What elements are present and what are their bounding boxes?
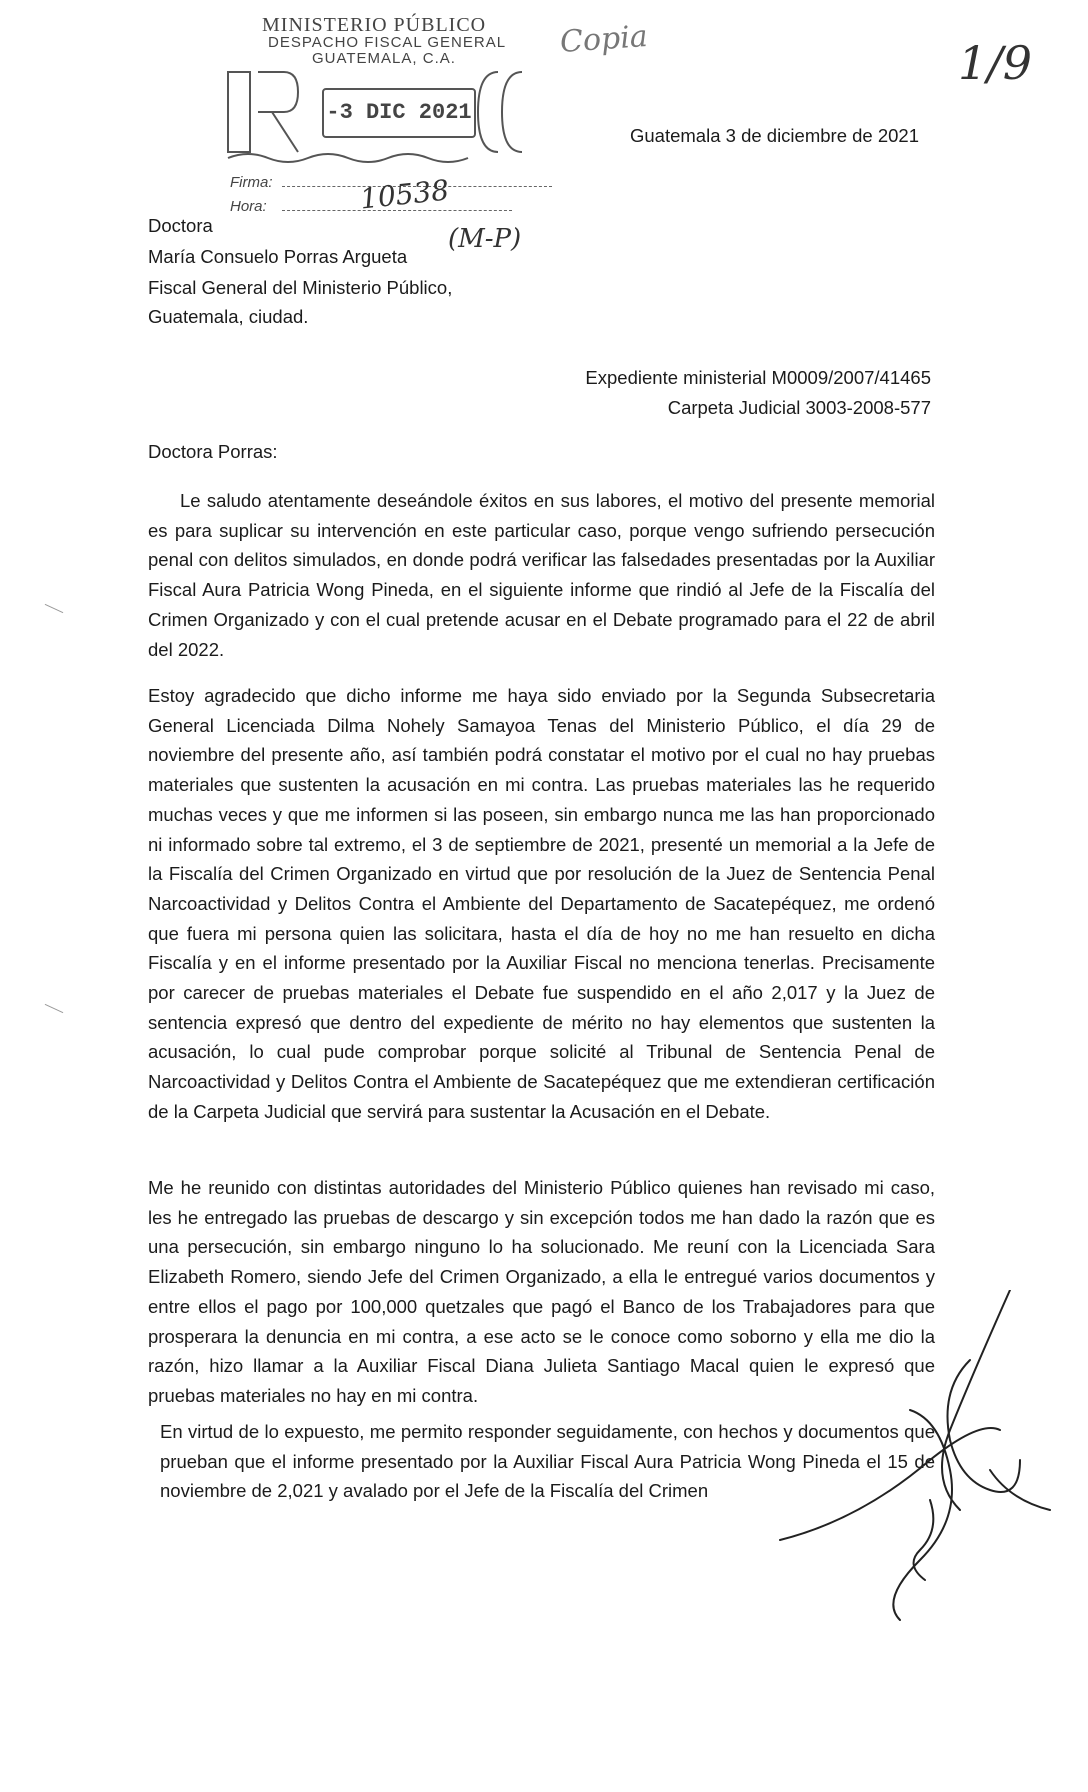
recipient-position: Fiscal General del Ministerio Público,: [148, 277, 453, 298]
stamp-hora-label: Hora:: [230, 198, 267, 215]
stamp-line-3: GUATEMALA, C.A.: [312, 50, 456, 67]
stamp-date: -3 DIC 2021: [322, 88, 476, 138]
handwritten-initials: (M-P): [448, 224, 522, 254]
reference-expediente: Expediente ministerial M0009/2007/41465: [585, 367, 931, 388]
letter-date: Guatemala 3 de diciembre de 2021: [630, 125, 919, 146]
stamp-line-1: MINISTERIO PÚBLICO: [262, 14, 487, 36]
margin-mark: [45, 1004, 64, 1013]
paragraph-4: En virtud de lo expuesto, me permito responder seguidamente, con hechos y documentos que prueban que el informe presentado por la Auxiliar Fiscal Aura Patricia Wong Pineda el 15 de noviembre de 2,021 y avalado por el Jefe de la Fiscalía del Crimen: [160, 1421, 935, 1502]
handwritten-copy-mark: Copia: [558, 18, 649, 61]
handwritten-page-number: 1/9: [958, 36, 1033, 90]
recipient-name: María Consuelo Porras Argueta: [148, 246, 408, 267]
paragraph-3: Me he reunido con distintas autoridades del Ministerio Público quienes han revisado mi caso, les he entregado las pruebas de descargo y sin excepción todos me han dado la razón que es una persecución, sin embargo ninguno lo ha solucionado. Me reuní con la Licenciada Sara Elizabeth Romero, siendo Jefe del Crimen Organizado, a ella le entregué varios documentos y entre ellos el pago por 100,000 quetzales que pagó el Banco de los Trabajadores para que prosperara la denuncia en mi contra, a ese acto se le conoce como soborno y ella me dio la razón, hizo llamar a la Auxiliar Fiscal Diana Julieta Santiago Macal quien le expresó que pruebas materiales no hay en mi contra.: [148, 1177, 935, 1406]
stamp-line-2: DESPACHO FISCAL GENERAL: [268, 34, 507, 51]
salutation: Doctora Porras:: [148, 441, 278, 462]
margin-mark: [45, 604, 64, 613]
reference-carpeta: Carpeta Judicial 3003-2008-577: [667, 397, 931, 418]
recipient-title: Doctora: [148, 215, 213, 236]
paragraph-2: Estoy agradecido que dicho informe me haya sido enviado por la Segunda Subsecretaria General Licenciada Dilma Nohely Samayoa Tenas del Ministerio Público, el día 29 de noviembre del presente año, así también podrá constatar el motivo por el cual no hay pruebas materiales que sustenten la acusación en mi contra. Las pruebas materiales las he requerido muchas veces y que me informen si las poseen, sin embargo nunca me las han proporcionado ni informado sobre tal extremo, el 3 de septiembre de 2021, presenté un memorial a la Jefe de la Fiscalía del Crimen Organizado en virtud que por resolución de la Juez de Sentencia Penal Narcoactividad y Delitos Contra el Ambiente del Departamento de Sacatepéquez, me ordenó que fuera mi persona quien las solicitara, hasta el día de hoy no me han resuelto en dicha Fiscalía y en el informe presentado por la Auxiliar Fiscal no menciona tenerlas. Precisamente por carecer de pruebas materiales el Debate fue suspendido en el año 2,017 y la Juez de sentencia expresó que dentro del expediente de mérito no hay elementos que sustenten la acusación, lo cual pude comprobar porque solicité al Tribunal de Sentencia Penal de Narcoactividad y Delitos Contra el Ambiente de Sacatepéquez que me extendieran certificación de la Carpeta Judicial que servirá para sustentar la Acusación en el Debate.: [148, 685, 935, 1122]
paragraph-1: Le saludo atentamente deseándole éxitos en sus labores, el motivo del presente memorial es para suplicar su intervención en este particular caso, porque vengo sufriendo persecución penal con delitos simulados, en donde podrá verificar las falsedades presentadas por la Auxiliar Fiscal Aura Patricia Wong Pineda, en el siguiente informe que rindió al Jefe de la Fiscalía del Crimen Organizado y con el cual pretende acusar en el Debate programado para el 22 de abril del 2022.: [148, 490, 935, 660]
handwritten-signature: [760, 1290, 1060, 1640]
stamp-firma-label: Firma:: [230, 174, 273, 191]
handwritten-number: 10538: [358, 173, 451, 216]
recipient-city: Guatemala, ciudad.: [148, 306, 309, 327]
